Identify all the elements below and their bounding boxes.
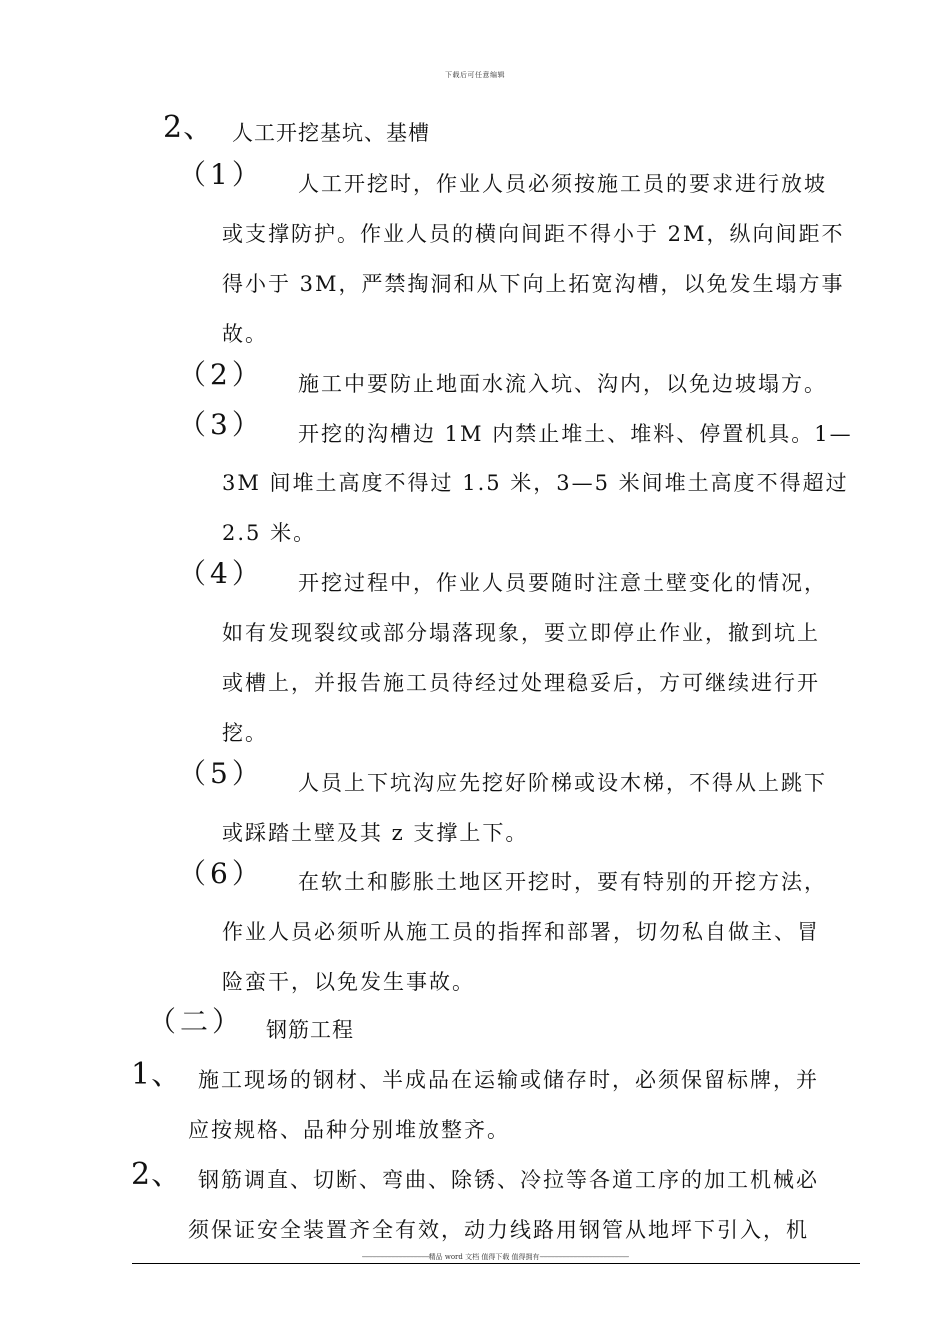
item-line: 或支撑防护。作业人员的横向间距不得小于 2M，纵向间距不: [222, 222, 845, 246]
footer-note: [280, 1252, 710, 1262]
section-number: 2、: [163, 110, 215, 145]
section-label: （二）: [148, 1005, 245, 1038]
item-line: 险蛮干，以免发生事故。: [222, 970, 475, 994]
footer-dashes-right: -----------------------------------------------------------------: [539, 1253, 629, 1261]
item-line: 钢筋调直、切断、弯曲、除锈、冷拉等各道工序的加工机械必: [198, 1168, 819, 1192]
header-note: 下载后可任意编辑: [445, 71, 505, 79]
item-line: 得小于 3M，严禁掏洞和从下向上拓宽沟槽，以免发生塌方事: [222, 272, 845, 296]
item-line: 在软土和膨胀土地区开挖时，要有特别的开挖方法，: [298, 870, 827, 894]
section-title: 人工开挖基坑、基槽: [232, 121, 430, 145]
item-label: （6）: [178, 857, 264, 890]
item-number: 2、: [131, 1157, 183, 1192]
item-line: 作业人员必须听从施工员的指挥和部署，切勿私自做主、冒: [222, 920, 820, 944]
item-line: 应按规格、品种分别堆放整齐。: [188, 1118, 510, 1142]
item-line: 施工现场的钢材、半成品在运输或储存时，必须保留标牌，并: [198, 1068, 819, 1092]
item-line: 挖。: [222, 721, 268, 745]
item-line: 须保证安全装置齐全有效，动力线路用钢管从地坪下引入，机: [188, 1218, 809, 1242]
item-label: （2）: [178, 358, 264, 391]
item-number: 1、: [131, 1057, 183, 1092]
item-line: 人工开挖时，作业人员必须按施工员的要求进行放坡: [298, 172, 827, 196]
item-line: 人员上下坑沟应先挖好阶梯或设木梯，不得从上跳下: [298, 771, 827, 795]
item-label: （3）: [178, 408, 264, 441]
item-line: 施工中要防止地面水流入坑、沟内，以免边坡塌方。: [298, 372, 827, 396]
footer-text: 精品 word 文档 值得下载 值得拥有: [428, 1253, 540, 1261]
item-label: （4）: [178, 557, 264, 590]
item-line: 3M 间堆土高度不得过 1.5 米，3—5 米间堆土高度不得超过: [222, 471, 849, 495]
item-line: 如有发现裂纹或部分塌落现象，要立即停止作业，撤到坑上: [222, 621, 820, 645]
item-label: （1）: [178, 158, 264, 191]
item-line: 开挖过程中，作业人员要随时注意土壁变化的情况，: [298, 571, 827, 595]
footer-rule: [132, 1263, 860, 1264]
item-line: 2.5 米。: [222, 521, 317, 545]
section-title: 钢筋工程: [266, 1018, 354, 1042]
footer-dashes-left: -------------------------------------------------: [361, 1253, 429, 1261]
item-line: 或踩踏土壁及其 z 支撑上下。: [222, 821, 529, 845]
item-label: （5）: [178, 757, 264, 790]
item-line: 或槽上，并报告施工员待经过处理稳妥后，方可继续进行开: [222, 671, 820, 695]
item-line: 故。: [222, 322, 268, 346]
item-line: 开挖的沟槽边 1M 内禁止堆土、堆料、停置机具。1—: [298, 422, 853, 446]
